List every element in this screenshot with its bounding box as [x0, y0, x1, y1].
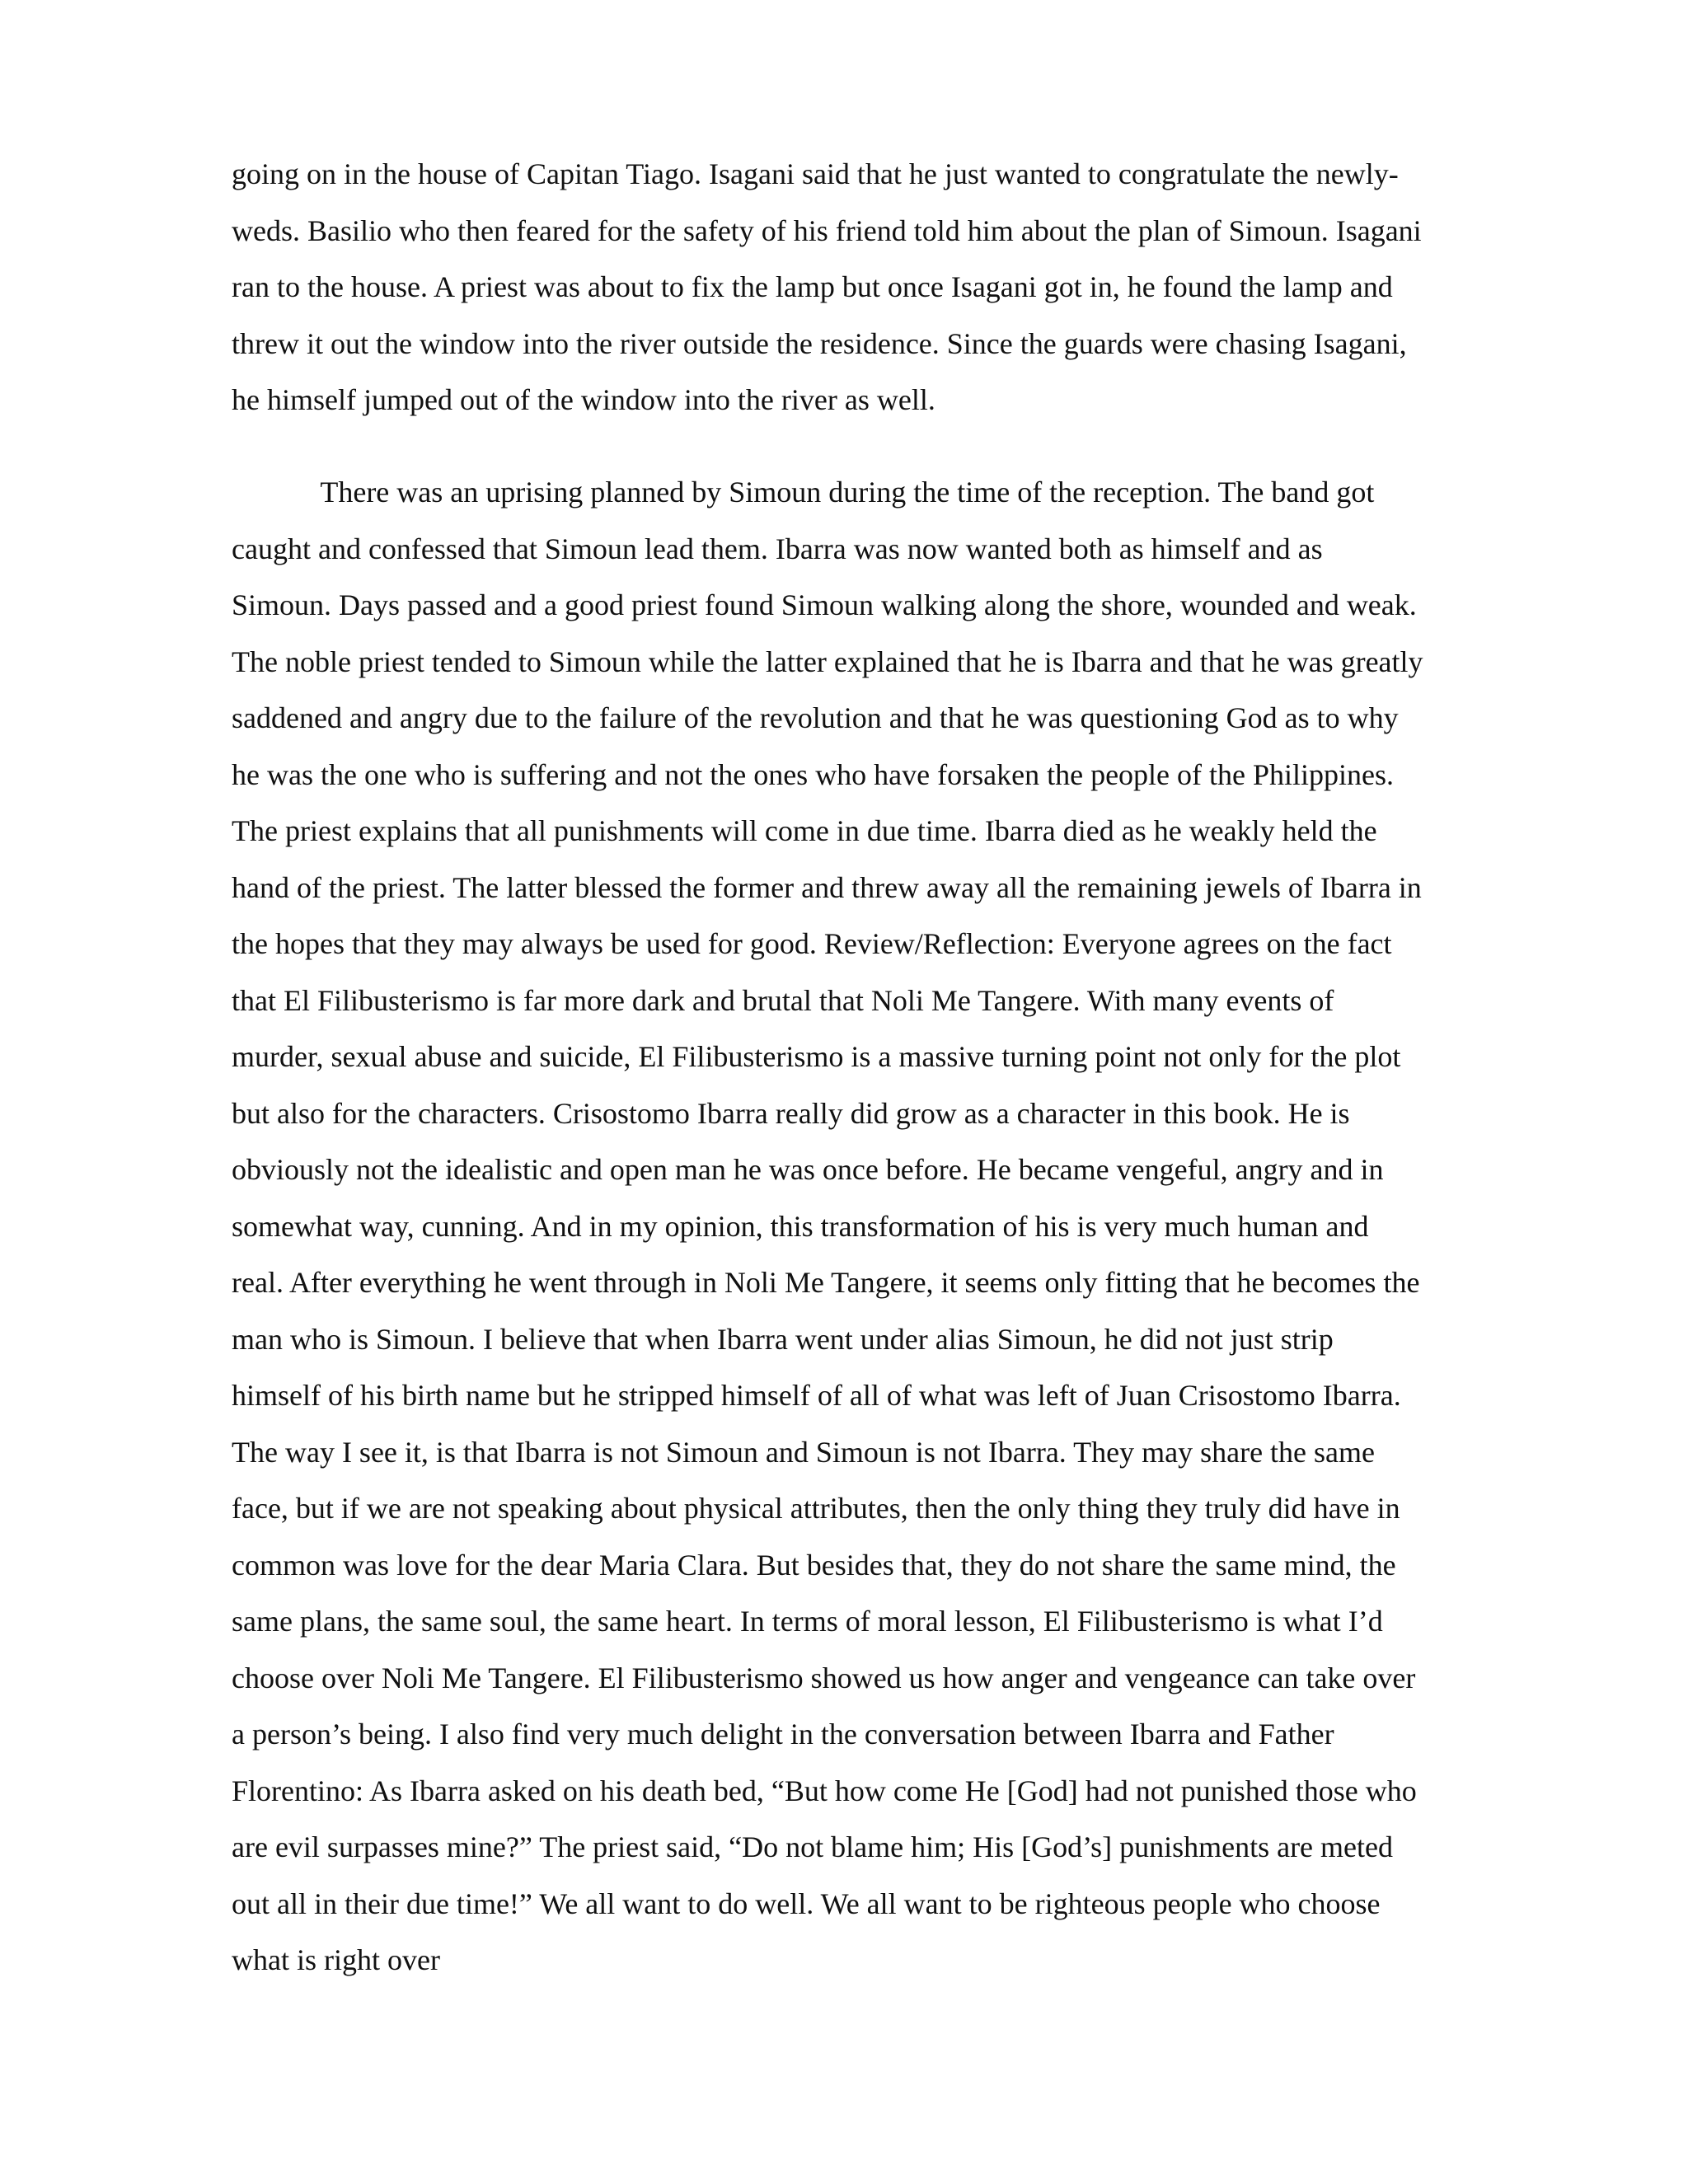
text-line: a person’s being. I also find very much delight in the conversation between Ibarra and Father: [232, 1718, 1334, 1750]
text-line: himself of his birth name but he stripped himself of all of what was left of Juan Crisostomo Ibarra.: [232, 1379, 1401, 1412]
text-line: the hopes that they may always be used for good. Review/Reflection: Everyone agrees on the fact: [232, 927, 1392, 960]
text-line: what is right over: [232, 1943, 440, 1976]
text-line: The way I see it, is that Ibarra is not Simoun and Simoun is not Ibarra. They may share the same: [232, 1435, 1376, 1469]
text-line: same plans, the same soul, the same heart. In terms of moral lesson, El Filibusterismo is what I’d: [232, 1605, 1383, 1638]
text-line: man who is Simoun. I believe that when Ibarra went under alias Simoun, he did not just strip: [232, 1322, 1334, 1356]
text-line: ran to the house. A priest was about to fix the lamp but once Isagani got in, he found the lamp and: [232, 270, 1393, 303]
text-line: out all in their due time!” We all want to do well. We all want to be righteous people who choose: [232, 1886, 1381, 1920]
text-line: that El Filibusterismo is far more dark and brutal that Noli Me Tangere. With many events of: [232, 983, 1334, 1017]
text-line: common was love for the dear Maria Clara. But besides that, they do not share the same mind, the: [232, 1548, 1396, 1582]
text-line: but also for the characters. Crisostomo Ibarra really did grow as a character in this book. He is: [232, 1096, 1350, 1130]
text-line: hand of the priest. The latter blessed the former and threw away all the remaining jewels of Ibarra in: [232, 870, 1422, 904]
text-line: obviously not the idealistic and open man he was once before. He became vengeful, angry and in: [232, 1153, 1384, 1186]
text-line: threw it out the window into the river outside the residence. Since the guards were chasing Isagani,: [232, 326, 1407, 360]
text-line: he himself jumped out of the window into the river as well.: [232, 383, 935, 416]
text-line: Florentino: As Ibarra asked on his death bed, “But how come He [God] had not punished those who: [232, 1774, 1417, 1807]
paragraph-1: [232, 146, 1550, 429]
text-line: murder, sexual abuse and suicide, El Filibusterismo is a massive turning point not only for the plot: [232, 1040, 1401, 1073]
text-line: real. After everything he went through in Noli Me Tangere, it seems only fitting that he becomes the: [232, 1266, 1420, 1299]
text-line: The priest explains that all punishments will come in due time. Ibarra died as he weakly held the: [232, 814, 1377, 847]
text-line: caught and confessed that Simoun lead them. Ibarra was now wanted both as himself and as: [232, 532, 1323, 565]
text-line: face, but if we are not speaking about physical attributes, then the only thing they truly did have in: [232, 1492, 1400, 1525]
text-line: saddened and angry due to the failure of the revolution and that he was questioning God as to why: [232, 701, 1399, 734]
text-line: Simoun. Days passed and a good priest found Simoun walking along the shore, wounded and weak.: [232, 588, 1417, 621]
paragraph-2: [232, 464, 1550, 1989]
text-line: weds. Basilio who then feared for the safety of his friend told him about the plan of Simoun. Isagani: [232, 213, 1422, 247]
text-line: somewhat way, cunning. And in my opinion, this transformation of his is very much human and: [232, 1209, 1369, 1243]
text-line: going on in the house of Capitan Tiago. Isagani said that he just wanted to congratulate the newly-: [232, 157, 1399, 190]
text-line: choose over Noli Me Tangere. El Filibusterismo showed us how anger and vengeance can take over: [232, 1661, 1416, 1694]
text-line: are evil surpasses mine?” The priest said, “Do not blame him; His [God’s] punishments are meted: [232, 1830, 1393, 1863]
text-line: he was the one who is suffering and not the ones who have forsaken the people of the Philippines.: [232, 757, 1395, 791]
text-line: The noble priest tended to Simoun while the latter explained that he is Ibarra and that he was greatly: [232, 644, 1423, 678]
text-line: There was an uprising planned by Simoun during the time of the reception. The band got: [232, 476, 1375, 509]
